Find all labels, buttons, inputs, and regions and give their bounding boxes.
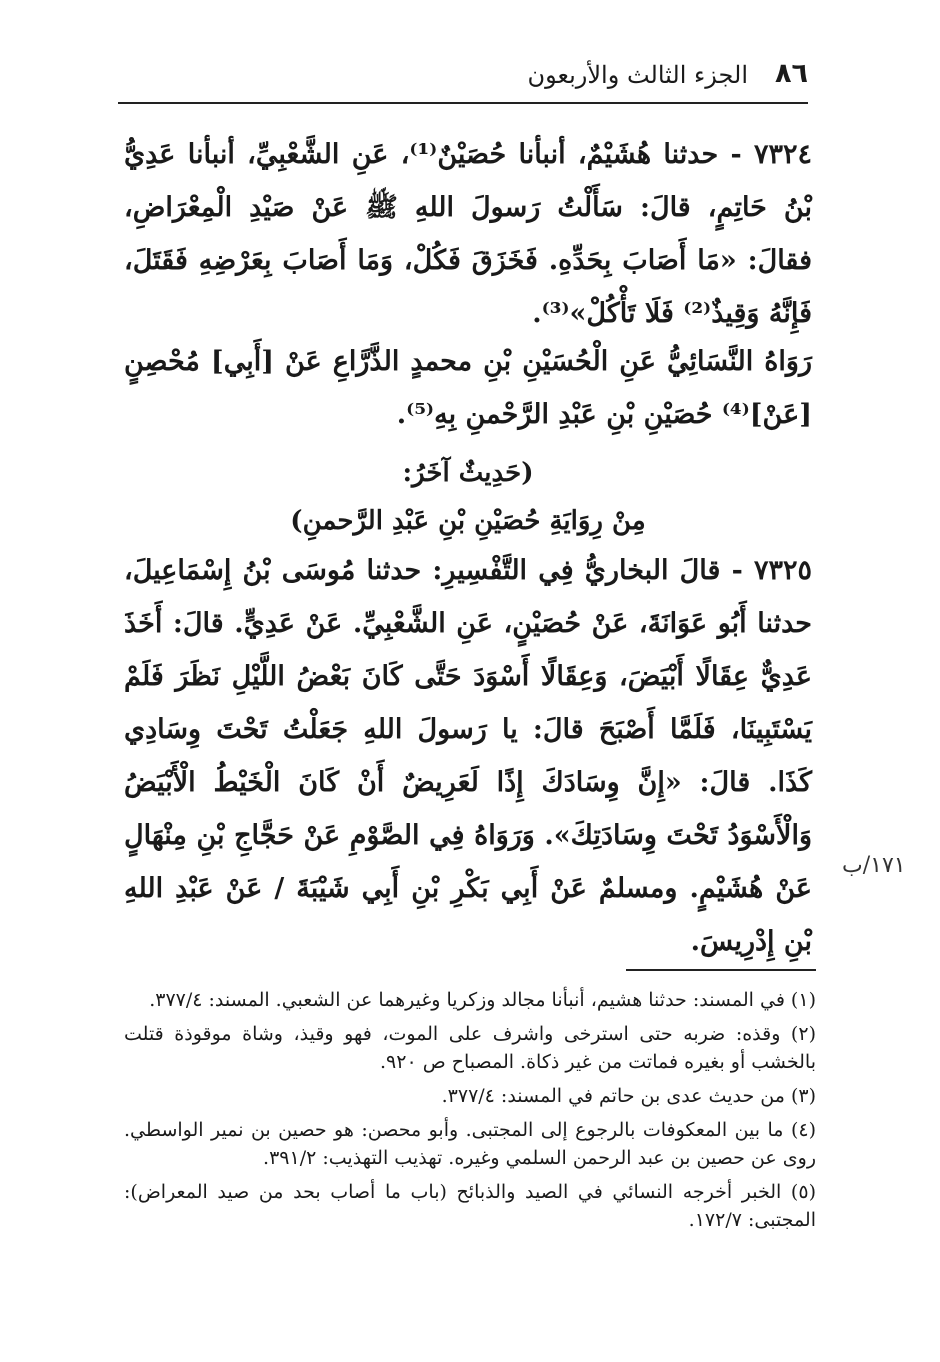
footnote-1: (١) في المسند: حدثنا هشيم، أنبأنا مجالد وزكريا وغيرهما عن الشعبي. المسند: ٣٧٧/٤. bbox=[149, 989, 816, 1011]
hadith-7324-narration: رَوَاهُ النَّسَائِيُّ عَنِ الْحُسَيْنِ بْنِ محمدٍ الذَّرَّاعِ عَنْ [أَبِي] مُحْصِنٍ [عَنْ]⁽⁴⁾ حُصَيْنِ بْنِ عَبْدِ الرَّحْمنِ بِهِ⁽⁵⁾. bbox=[124, 346, 812, 430]
section-subheading: مِنْ رِوَايَةِ حُصَيْنِ بْنِ عَبْدِ الرَّحمنِ) bbox=[290, 506, 646, 536]
hadith-7324: ٧٣٢٤ - حدثنا هُشَيْمٌ، أنبأنا حُصَيْنٌ⁽¹⁾، عَنِ الشَّعْبِيِّ، أنبأنا عَدِيُّ بْنُ حَاتِمٍ، قالَ: سَأَلْتُ رَسولَ اللهِ ﷺ عَنْ صَيْدِ الْمِعْرَاضِ، فقالَ: «مَا أَصَابَ بِحَدِّهِ. فَخَزَقَ فَكُلْ، وَمَا أَصَابَ بِعَرْضِهِ فَقَتَلَ، فَإِنَّهُ وَقِيذٌ⁽²⁾ فَلَا تَأْكُلْ»⁽³⁾. bbox=[124, 139, 813, 329]
footnote-2: (٢) وقذه: ضربه حتى استرخى واشرف على الموت، فهو وقيذ، وشاة موقوذة قتلت بالخشب أو بغيره فماتت من غير ذكاة. المصباح ص ٩٢٠. bbox=[124, 1023, 816, 1073]
footnotes bbox=[124, 986, 816, 1240]
footnote-separator bbox=[626, 969, 816, 971]
footnote-5: (٥) الخبر أخرجه النسائي في الصيد والذبائح (باب ما أصاب بحد من صيد المعراض): المجتبى: ١٧٢/٧. bbox=[124, 1181, 816, 1231]
page-header bbox=[118, 58, 808, 104]
hadith-7325: ٧٣٢٥ - قالَ البخاريُّ فِي التَّفْسِيرِ: حدثنا مُوسَى بْنُ إِسْمَاعِيلَ، حدثنا أَبُو عَوَانَةَ، عَنْ حُصَيْنٍ، عَنِ الشَّعْبِيِّ. عَنْ عَدِيٍّ. قالَ: أَخَذَ عَدِيٌّ عِقَالًا أَبْيَضَ، وَعِقَالًا أَسْوَدَ حَتَّى كَانَ بَعْضُ اللَّيْلِ نَظَرَ فَلَمْ يَسْتَبِينَا، فَلَمَّا أَصْبَحَ قالَ: يا رَسولَ اللهِ جَعَلْتُ تَحْتَ وِسَادِي كَذَا. قالَ: «إِنَّ وِسَادَكَ إِذًا لَعَرِيضٌ أَنْ كَانَ الْخَيْطُ الْأَبْيَضُ وَالْأَسْوَدُ تَحْتَ وِسَادَتِكَ». وَرَوَاهُ فِي الصَّوْمِ عَنْ حَجَّاجِ بْنِ مِنْهَالٍ عَنْ هُشَيْمٍ. ومسلمٌ عَنْ أَبِي بَكْرِ بْنِ أَبِي شَيْبَةَ / عَنْ عَبْدِ اللهِ بْنِ إِدْرِيسَ. bbox=[124, 555, 812, 957]
running-title: الجزء الثالث والأربعون bbox=[527, 61, 748, 89]
footnote-4: (٤) ما بين المعكوفات بالرجوع إلى المجتبى. وأبو محصن: هو حصين بن نمير الواسطي. روى عن حصين بن عبد الرحمن السلمي وغيره. تهذيب التهذيب: ٣٩١/٢. bbox=[124, 1119, 816, 1169]
manuscript-folio-note: ١٧١/ب bbox=[842, 853, 906, 878]
page-number: ٨٦ bbox=[775, 58, 808, 89]
footnote-3: (٣) من حديث عدى بن حاتم في المسند: ٣٧٧/٤. bbox=[441, 1085, 816, 1107]
section-heading: (حَدِيثٌ آخَرُ: bbox=[402, 458, 534, 488]
